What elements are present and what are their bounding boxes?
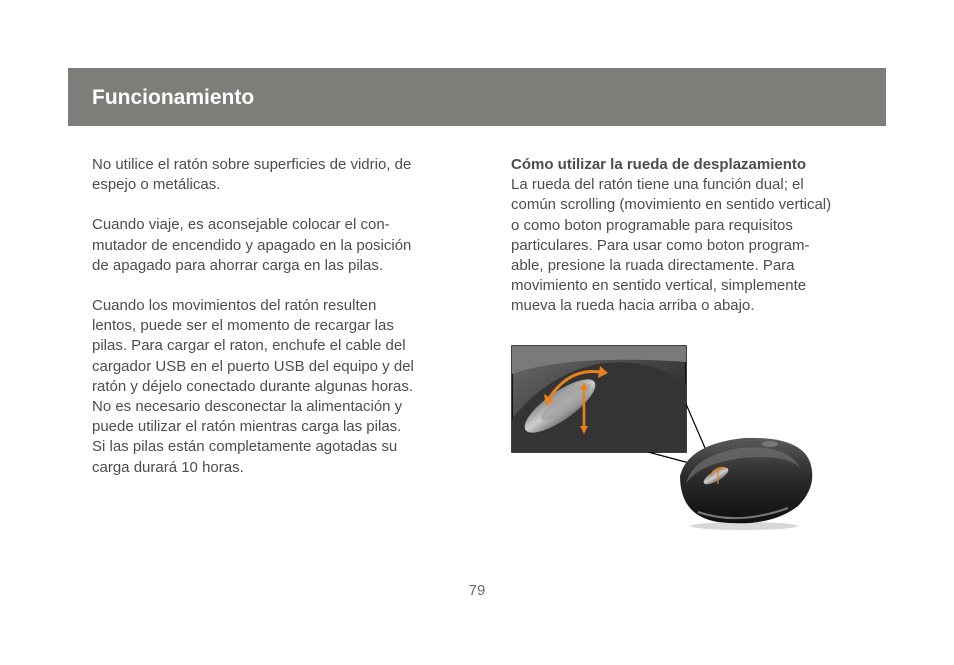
page-number: 79 [468,582,486,599]
zoom-detail-box [512,346,686,452]
header-bar [68,68,886,126]
section-subheading: Cómo utilizar la rueda de desplazamiento [511,156,807,173]
page-title: Funcionamiento [92,86,255,109]
paragraph-scroll-wheel: La rueda del ratón tiene una función dual; el común scrolling (movimiento en sentido vertical) o como boton programable para requisitos particulares. Para usar como boton program- able, presione la ruada directamente. Para movimiento en sentido vertical, simplemente mueva la rueda hacia arriba o abajo. [511,176,832,315]
mouse-body [680,438,812,530]
left-column [92,155,452,498]
right-column [511,155,871,337]
paragraph-travel: Cuando viaje, es aconsejable colocar el con- mutador de encendido y apagado en la posición de apagado para ahorrar carga en las pilas. [92,216,412,274]
mouse-scroll-wheel-illustration [508,344,818,530]
paragraph-surfaces: No utilice el ratón sobre superficies de vidrio, de espejo o metálicas. [92,156,412,194]
paragraph-charging: Cuando los movimientos del ratón resulten lentos, puede ser el momento de recargar las pilas. Para cargar el raton, enchufe el cable del cargador USB en el puerto USB del equipo y del ratón y déjelo conectado durante algunas horas. No es necesario desconectar la alimentación y puede utilizar el ratón mientras carga las pilas. Si las pilas están completamente agotadas su carga durará 10 horas. [92,297,414,476]
